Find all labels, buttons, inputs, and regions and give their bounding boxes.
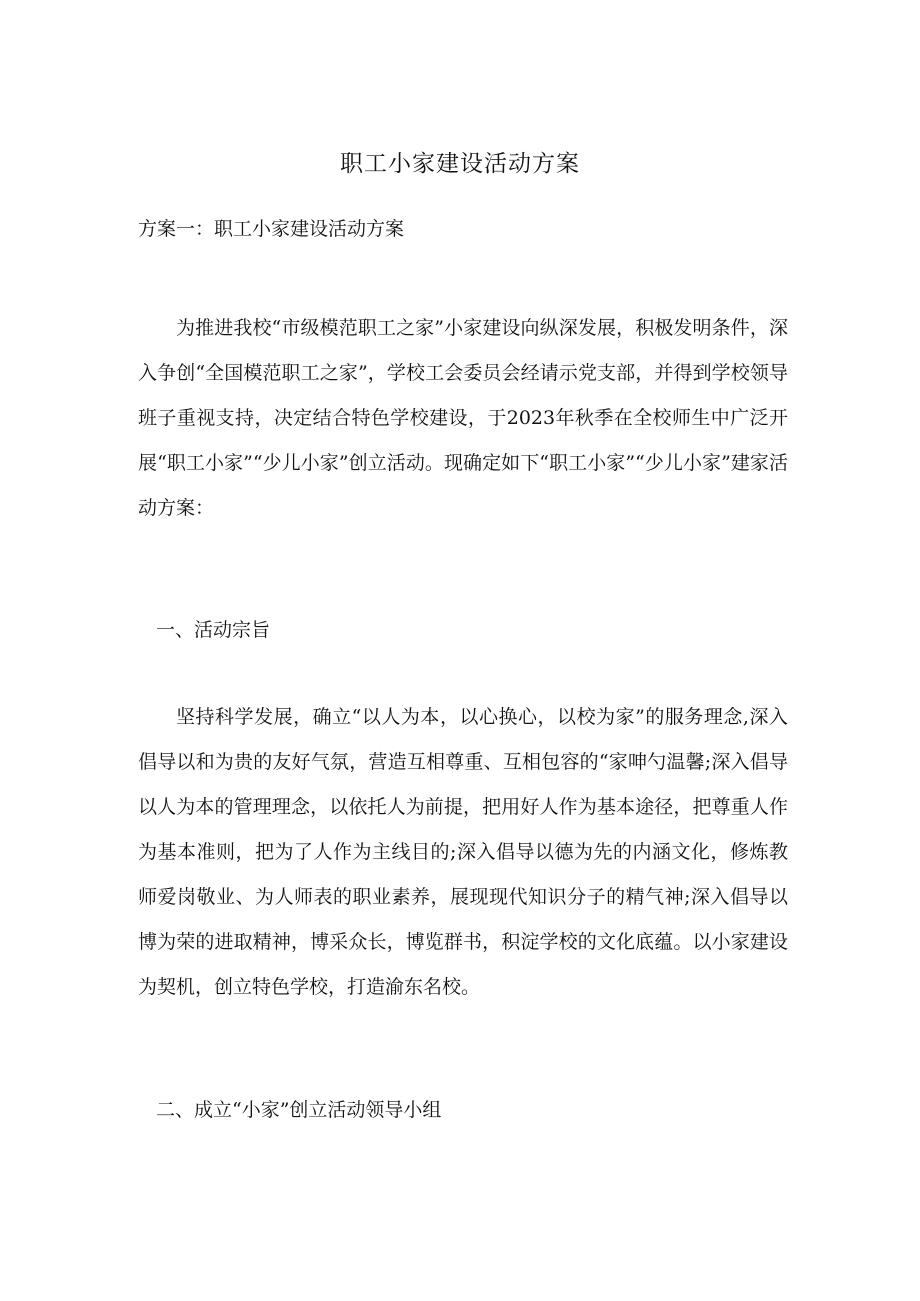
section-heading-purpose: 一、活动宗旨 (156, 619, 271, 641)
document-title: 职工小家建设活动方案 (340, 151, 580, 177)
intro-paragraph: 为推进我校“市级模范职工之家”小家建设向纵深发展，积极发明条件，深入争创“全国模范职工之家”，学校工会委员会经请示党支部，并得到学校领导班子重视支持，决定结合特色学校建设，于2023年秋季在全校师生中广泛开展“职工小家”“少儿小家”创立活动。现确定如下“职工小家”“少儿小家”建家活动方案： (138, 317, 788, 519)
document-subtitle: 方案一：职工小家建设活动方案 (138, 218, 405, 240)
section-heading-leadership-group: 二、成立“小家”创立活动领导小组 (156, 1099, 442, 1121)
purpose-paragraph: 坚持科学发展，确立“以人为本，以心换心，以校为家”的服务理念,深入倡导以和为贵的友好气氛，营造互相尊重、互相包容的“家呻勺温馨;深入倡导以人为本的管理理念，以依托人为前提，把用好人作为基本途径，把尊重人作为基本准则，把为了人作为主线目的;深入倡导以德为先的内涵文化，修炼教师爱岗敬业、为人师表的职业素养，展现现代知识分子的精气神;深入倡导以博为荣的进取精神，博采众长，博览群书，积淀学校的文化底蕴。以小家建设为契机，创立特色学校，打造渝东名校。 (138, 706, 788, 998)
